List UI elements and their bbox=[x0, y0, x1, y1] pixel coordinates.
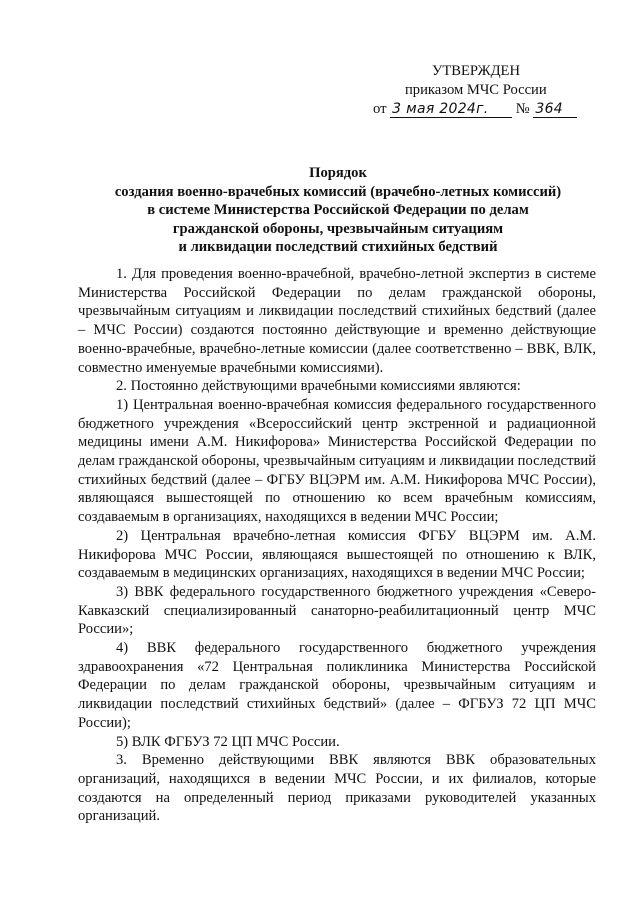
title-heading: Порядок bbox=[309, 165, 367, 181]
date-prefix: от bbox=[373, 101, 387, 117]
list-item-2-4: 4) ВВК федерального государственного бюджетного учреждения здравоохранения «72 Центральная поликлиника Министерства Российской Федерации по делам гражданской обороны, чрезвычайным ситуациям и ликвидации последствий стихийных бедствий» (далее – ФГБУЗ 72 ЦП МЧС России); bbox=[78, 640, 596, 731]
paragraph-3: 3. Временно действующими ВВК являются ВВК образовательных организаций, находящихся в ведении МЧС России, и их филиалов, которые создаются на определенный период приказами руководителей указанных организаций. bbox=[78, 752, 596, 825]
approval-date-line bbox=[373, 100, 613, 119]
title-line: гражданской обороны, чрезвычайным ситуациям bbox=[172, 220, 504, 237]
list-item-2-5: 5) ВЛК ФГБУЗ 72 ЦП МЧС России. bbox=[116, 733, 340, 750]
title-line: и ликвидации последствий стихийных бедствий bbox=[178, 239, 498, 255]
list-item-2-3: 3) ВВК федерального государственного бюджетного учреждения «Северо-Кавказский специализированный санаторно-реабилитационный центр МЧС России»; bbox=[78, 583, 596, 638]
handwritten-date: 3 мая 2024г. bbox=[390, 102, 512, 118]
approval-block bbox=[373, 62, 613, 119]
list-item-2-2: 2) Центральная врачебно-летная комиссия ФГБУ ВЦЭРМ им. А.М. Никифорова МЧС России, являющаяся вышестоящей по отношению к ВЛК, создаваемым в медицинских организациях, находящихся в ведении МЧС России; bbox=[78, 527, 596, 582]
document-title bbox=[78, 164, 598, 257]
approval-heading: УТВЕРЖДЕН bbox=[432, 63, 520, 79]
title-line: создания военно-врачебных комиссий (врачебно-летных комиссий) bbox=[114, 183, 562, 200]
document-body bbox=[78, 265, 596, 826]
paragraph-1: 1. Для проведения военно-врачебной, врачебно-летной экспертиз в системе Министерства Российской Федерации по делам гражданской обороны, чрезвычайным ситуациям и ликвидации последствий стихийных бедствий (далее – МЧС России) создаются постоянно действующие и временно действующие военно-врачебные, врачебно-летные комиссии (далее соответственно – ВВК, ВЛК, совместно именуемые врачебными комиссиями). bbox=[78, 266, 596, 376]
handwritten-number: 364 bbox=[533, 102, 577, 118]
number-prefix: № bbox=[515, 101, 530, 117]
paragraph-2: 2. Постоянно действующими врачебными комиссиями являются: bbox=[116, 378, 521, 395]
list-item-2-1: 1) Центральная военно-врачебная комиссия федерального государственного бюджетного учреждения «Всероссийский центр экстренной и радиационной медицины имени А.М. Никифорова» Министерства Российской Федерации по делам гражданской обороны, чрезвычайным ситуациям и ликвидации последствий стихийных бедствий (далее – ФГБУ ВЦЭРМ им. А.М. Никифорова МЧС России), являющаяся вышестоящей по отношению ко всем врачебным комиссиям, создаваемым в организациях, находящихся в ведении МЧС России; bbox=[78, 396, 596, 526]
title-line: в системе Министерства Российской Федерации по делам bbox=[147, 202, 529, 218]
approval-order-line: приказом МЧС России bbox=[405, 82, 547, 98]
